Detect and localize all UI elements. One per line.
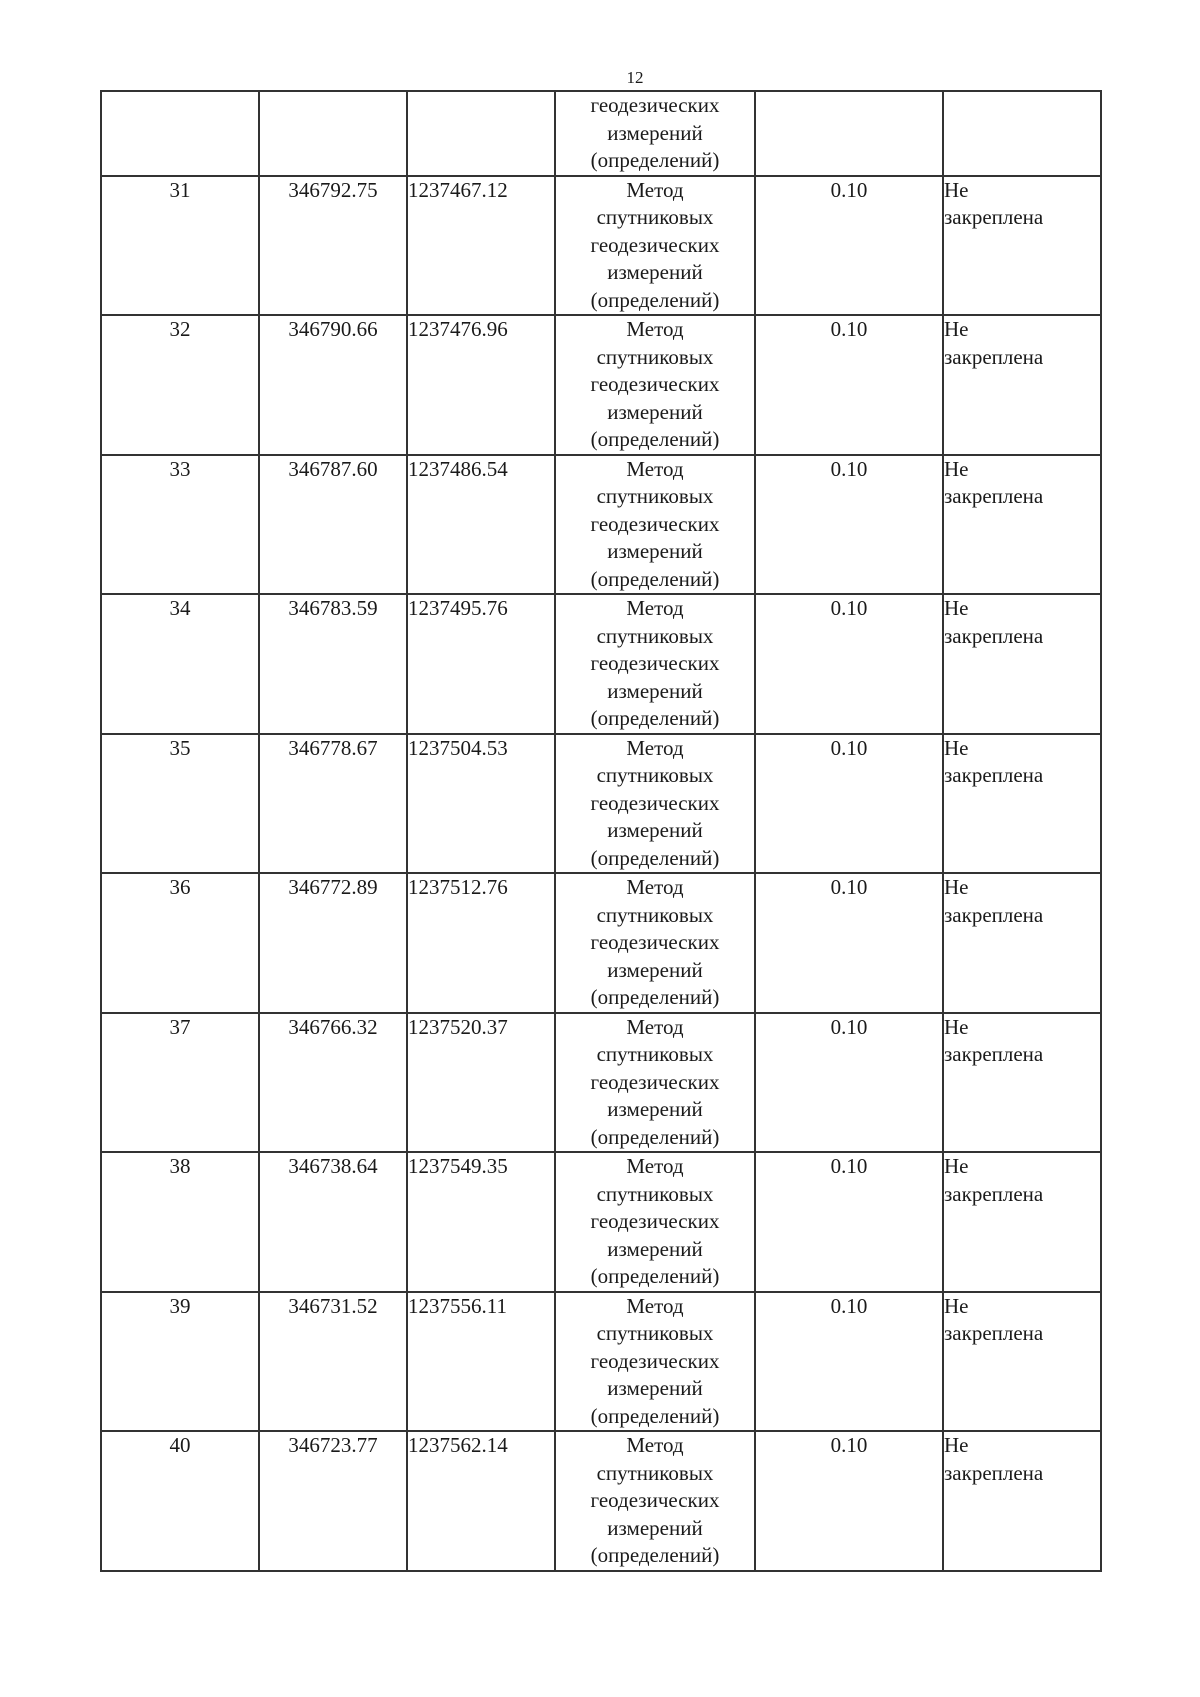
method-line: (определений)	[590, 706, 720, 730]
method-line: (определений)	[590, 1264, 720, 1288]
fixation-cell	[943, 1431, 1101, 1571]
continuation-num-cell	[101, 91, 259, 176]
method-line: (определений)	[590, 845, 720, 870]
fixation-line: Не	[944, 456, 969, 481]
fixation-cell	[943, 1152, 1101, 1292]
fixation-line: Не	[944, 177, 969, 202]
method-line: Метод	[626, 1154, 684, 1178]
method-line: (определений)	[590, 566, 720, 591]
method-line: Метод	[626, 317, 684, 341]
fixation-line: Не	[944, 1014, 969, 1039]
accuracy-cell: 0.10	[755, 1431, 943, 1571]
method-line: (определений)	[590, 1124, 720, 1149]
fixation-cell	[943, 594, 1101, 734]
method-cell	[555, 873, 755, 1013]
table-row	[101, 1292, 1101, 1432]
method-line: (определений)	[590, 1403, 720, 1428]
method-line: геодезических	[590, 1348, 720, 1373]
x-coordinate-cell: 346738.64	[259, 1152, 407, 1292]
coordinates-table-body	[101, 91, 1101, 1571]
accuracy-cell: 0.10	[755, 176, 943, 316]
point-number-cell: 37	[101, 1013, 259, 1153]
method-cell	[555, 176, 755, 316]
fixation-line: Не	[944, 735, 969, 760]
y-coordinate-cell: 1237467.12	[407, 176, 555, 316]
fixation-cell	[943, 1013, 1101, 1153]
table-row	[101, 594, 1101, 734]
fixation-cell	[943, 1292, 1101, 1432]
fixation-cell	[943, 176, 1101, 316]
x-coordinate-cell: 346772.89	[259, 873, 407, 1013]
method-line: Метод	[626, 596, 684, 620]
method-line: Метод	[626, 1293, 684, 1318]
y-coordinate-cell: 1237504.53	[407, 734, 555, 874]
method-line: спутниковых	[596, 344, 714, 369]
fixation-line: закреплена	[944, 902, 1044, 927]
y-coordinate-cell: 1237549.35	[407, 1152, 555, 1292]
fixation-line: закреплена	[944, 1321, 1044, 1345]
fixation-cell	[943, 734, 1101, 874]
continuation-accuracy-cell	[755, 91, 943, 176]
method-line: (определений)	[590, 148, 720, 172]
method-line: измерений	[607, 1376, 703, 1400]
method-line: спутниковых	[596, 623, 714, 648]
fixation-line: закреплена	[944, 1042, 1044, 1066]
continuation-method-cell	[555, 91, 755, 176]
point-number-cell: 32	[101, 315, 259, 455]
method-line: Метод	[626, 456, 684, 481]
method-line: спутниковых	[596, 1042, 714, 1066]
continuation-fix-cell	[943, 91, 1101, 176]
x-coordinate-cell: 346766.32	[259, 1013, 407, 1153]
point-number-cell: 33	[101, 455, 259, 595]
continuation-x-cell	[259, 91, 407, 176]
table-row	[101, 734, 1101, 874]
fixation-cell	[943, 873, 1101, 1013]
method-line: геодезических	[590, 1488, 720, 1512]
method-line: геодезических	[590, 930, 720, 954]
method-line: измерений	[607, 818, 703, 842]
method-cell	[555, 1431, 755, 1571]
method-cell	[555, 455, 755, 595]
fixation-cell	[943, 455, 1101, 595]
x-coordinate-cell: 346792.75	[259, 176, 407, 316]
x-coordinate-cell: 346731.52	[259, 1292, 407, 1432]
accuracy-cell: 0.10	[755, 315, 943, 455]
accuracy-cell: 0.10	[755, 734, 943, 874]
method-line: Метод	[626, 735, 684, 760]
fixation-cell	[943, 315, 1101, 455]
method-line: измерений	[607, 1515, 703, 1540]
point-number-cell: 38	[101, 1152, 259, 1292]
method-line: геодезических	[590, 1209, 720, 1233]
method-line: Метод	[626, 875, 684, 899]
point-number-cell: 34	[101, 594, 259, 734]
accuracy-cell: 0.10	[755, 1013, 943, 1153]
method-cell	[555, 1013, 755, 1153]
fixation-line: Не	[944, 317, 969, 341]
fixation-line: закреплена	[944, 1460, 1044, 1485]
x-coordinate-cell: 346790.66	[259, 315, 407, 455]
y-coordinate-cell: 1237495.76	[407, 594, 555, 734]
table-row	[101, 455, 1101, 595]
y-coordinate-cell: 1237486.54	[407, 455, 555, 595]
continuation-y-cell	[407, 91, 555, 176]
x-coordinate-cell: 346787.60	[259, 455, 407, 595]
method-line: измерений	[607, 260, 703, 284]
table-row	[101, 1431, 1101, 1571]
method-line: геодезических	[590, 93, 720, 117]
method-line: спутниковых	[596, 484, 714, 508]
method-line: измерений	[607, 1097, 703, 1121]
method-line: геодезических	[590, 511, 720, 536]
y-coordinate-cell: 1237556.11	[407, 1292, 555, 1432]
method-line: измерений	[607, 957, 703, 982]
method-cell	[555, 1292, 755, 1432]
page-number: 12	[626, 68, 644, 87]
method-line: спутниковых	[596, 1181, 714, 1206]
method-line: спутниковых	[596, 902, 714, 927]
method-line: геодезических	[590, 1069, 720, 1094]
y-coordinate-cell: 1237512.76	[407, 873, 555, 1013]
table-row	[101, 315, 1101, 455]
fixation-line: закреплена	[944, 763, 1044, 787]
point-number-cell: 31	[101, 176, 259, 316]
method-cell	[555, 315, 755, 455]
method-line: измерений	[607, 539, 703, 563]
point-number-cell: 39	[101, 1292, 259, 1432]
method-line: (определений)	[590, 1543, 720, 1567]
coordinates-table	[100, 90, 1102, 1572]
method-line: геодезических	[590, 651, 720, 675]
continuation-row	[101, 91, 1101, 176]
table-row	[101, 1013, 1101, 1153]
fixation-line: Не	[944, 875, 969, 899]
method-line: измерений	[607, 1236, 703, 1261]
fixation-line: закреплена	[944, 623, 1044, 648]
method-line: Метод	[626, 1014, 684, 1039]
accuracy-cell: 0.10	[755, 873, 943, 1013]
method-cell	[555, 734, 755, 874]
accuracy-cell: 0.10	[755, 1152, 943, 1292]
method-line: геодезических	[590, 232, 720, 257]
method-line: измерений	[607, 399, 703, 424]
method-cell	[555, 1152, 755, 1292]
method-line: измерений	[607, 120, 703, 145]
fixation-line: закреплена	[944, 484, 1044, 508]
method-line: спутниковых	[596, 1321, 714, 1345]
fixation-line: Не	[944, 1154, 969, 1178]
method-line: спутниковых	[596, 205, 714, 229]
fixation-line: Не	[944, 596, 969, 620]
table-row	[101, 176, 1101, 316]
table-row	[101, 1152, 1101, 1292]
y-coordinate-cell: 1237520.37	[407, 1013, 555, 1153]
method-cell	[555, 594, 755, 734]
fixation-line: Не	[944, 1433, 969, 1457]
method-line: геодезических	[590, 372, 720, 396]
point-number-cell: 40	[101, 1431, 259, 1571]
accuracy-cell: 0.10	[755, 455, 943, 595]
y-coordinate-cell: 1237476.96	[407, 315, 555, 455]
method-line: (определений)	[590, 287, 720, 312]
method-line: Метод	[626, 1433, 684, 1457]
method-line: (определений)	[590, 985, 720, 1009]
method-line: спутниковых	[596, 763, 714, 787]
fixation-line: закреплена	[944, 205, 1044, 229]
fixation-line: Не	[944, 1293, 969, 1318]
fixation-line: закреплена	[944, 1181, 1044, 1206]
method-line: геодезических	[590, 790, 720, 815]
accuracy-cell: 0.10	[755, 594, 943, 734]
method-line: (определений)	[590, 427, 720, 451]
x-coordinate-cell: 346783.59	[259, 594, 407, 734]
y-coordinate-cell: 1237562.14	[407, 1431, 555, 1571]
accuracy-cell: 0.10	[755, 1292, 943, 1432]
point-number-cell: 35	[101, 734, 259, 874]
fixation-line: закреплена	[944, 344, 1044, 369]
point-number-cell: 36	[101, 873, 259, 1013]
x-coordinate-cell: 346778.67	[259, 734, 407, 874]
method-line: спутниковых	[596, 1460, 714, 1485]
method-line: Метод	[626, 177, 684, 202]
table-row	[101, 873, 1101, 1013]
method-line: измерений	[607, 678, 703, 703]
x-coordinate-cell: 346723.77	[259, 1431, 407, 1571]
